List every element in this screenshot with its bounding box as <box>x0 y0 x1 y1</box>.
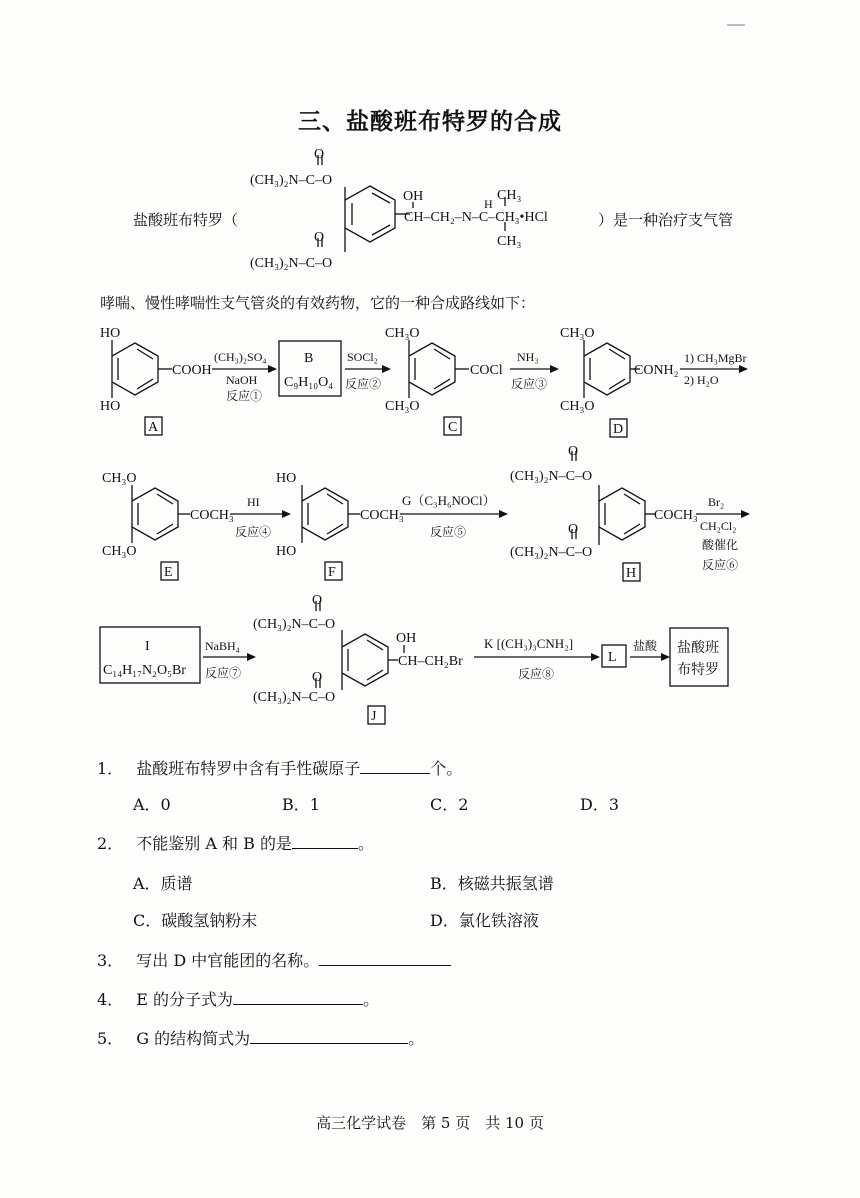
label-A: A <box>148 420 159 435</box>
reagent-nabh4: NaBH₄ <box>205 639 240 653</box>
carbonyl-oxygen: O <box>312 670 323 685</box>
acetyl: COCH₃ <box>654 508 698 523</box>
benzene-ring <box>599 488 645 540</box>
amide: CONH₂ <box>634 363 679 378</box>
question-3 <box>97 948 451 971</box>
hydroxyl: HO <box>100 399 121 414</box>
bromo-chain: CH–CH₂Br <box>398 654 463 669</box>
hydroxyl: HO <box>276 544 297 559</box>
reagent-nh3: NH₃ <box>517 350 539 364</box>
acid-catalysis: 酸催化 <box>702 538 739 552</box>
question-suffix: 个。 <box>430 759 463 778</box>
carbamate-group: (CH₃)₂N–C–O <box>253 690 336 705</box>
box-B-formula: C₉H₁₀O₄ <box>284 375 334 390</box>
acetyl: COCH₃ <box>360 508 404 523</box>
carbonyl-oxygen: O <box>568 444 579 459</box>
reaction-6-label: 反应⑥ <box>702 558 739 572</box>
answer-blank[interactable] <box>233 990 363 1005</box>
question-suffix: 。 <box>408 1029 425 1048</box>
benzene-ring <box>112 343 158 395</box>
intro-prefix: 盐酸班布特罗（ <box>133 211 239 229</box>
reaction-4-label: 反应④ <box>235 525 272 539</box>
carbamate-group: (CH₃)₂N–C–O <box>253 617 336 632</box>
methoxy: CH₃O <box>385 399 420 414</box>
reagent-hi: HI <box>247 495 260 509</box>
question-2 <box>97 831 374 854</box>
methyl: CH₃ <box>497 234 522 249</box>
hydroxyl: OH <box>396 631 417 646</box>
carbamate-group: (CH₃)₂N–C–O <box>510 469 593 484</box>
methyl: CH₃ <box>497 188 522 203</box>
benzene-ring <box>302 488 348 540</box>
side-chain: CH–CH₂–N–C–CH₃•HCl <box>404 210 548 225</box>
reagent-grignard: 1) CH₃MgBr <box>684 351 747 365</box>
answer-blank[interactable] <box>292 834 358 849</box>
box-B-name: B <box>304 351 314 366</box>
methoxy: CH₃O <box>385 326 420 341</box>
methoxy: CH₃O <box>102 471 137 486</box>
reagent-dms: (CH₃)₂SO₄ <box>214 350 267 364</box>
reagent-br2: Br₂ <box>708 495 725 509</box>
label-H: H <box>626 566 637 581</box>
question-4 <box>97 987 379 1010</box>
reaction-1-label: 反应① <box>226 389 263 403</box>
question-suffix: 。 <box>363 990 380 1009</box>
label-J: J <box>371 709 377 724</box>
hydroxyl: OH <box>403 189 424 204</box>
question-number: 4． <box>97 990 124 1009</box>
answer-blank[interactable] <box>360 759 430 774</box>
reaction-8-label: 反应⑧ <box>518 667 555 681</box>
question-number: 1． <box>97 759 124 778</box>
question-1 <box>97 756 462 779</box>
hydroxyl: HO <box>276 471 297 486</box>
question-number: 3． <box>97 951 124 970</box>
amine-h: H <box>484 197 493 211</box>
q2-option-a[interactable]: A．质谱 <box>133 874 193 893</box>
acyl-chloride: COCl <box>470 363 503 378</box>
carbamate-group: (CH₃)₂N–C–O <box>250 256 333 271</box>
carbonyl-oxygen: O <box>314 147 325 162</box>
benzene-ring <box>132 488 178 540</box>
carbonyl-oxygen: O <box>314 230 325 245</box>
label-D: D <box>613 422 624 437</box>
reagent-naoh: NaOH <box>226 373 258 387</box>
question-5 <box>97 1026 424 1049</box>
question-number: 2． <box>97 834 124 853</box>
methoxy: CH₃O <box>560 326 595 341</box>
question-suffix: 。 <box>357 834 374 853</box>
answer-blank[interactable] <box>250 1029 408 1044</box>
hydroxyl: HO <box>100 326 121 341</box>
question-text: 盐酸班布特罗中含有手性碳原子 <box>136 759 361 778</box>
benzene-ring <box>584 343 630 395</box>
reagent-socl2: SOCl₂ <box>347 350 378 364</box>
reagent-water: 2) H₂O <box>684 373 719 387</box>
label-L: L <box>608 650 617 665</box>
page-footer: 高三化学试卷 第 5 页 共 10 页 <box>316 1114 544 1132</box>
label-E: E <box>164 565 173 580</box>
question-text: G 的结构简式为 <box>136 1029 251 1048</box>
product-name-line1: 盐酸班 <box>677 641 719 656</box>
product-name-line2: 布特罗 <box>677 663 719 678</box>
reaction-7-label: 反应⑦ <box>205 666 242 680</box>
carbamate-group: (CH₃)₂N–C–O <box>510 545 593 560</box>
q2-option-b[interactable]: B．核磁共振氢谱 <box>430 874 554 893</box>
benzene-ring <box>342 634 388 686</box>
q2-option-c[interactable]: C．碳酸氢钠粉末 <box>133 911 258 930</box>
reagent-g: G（C₃H₆NOCl） <box>402 493 496 508</box>
carbonyl-oxygen: O <box>568 522 579 537</box>
box-I-formula: C₁₄H₁₇N₂O₅Br <box>103 663 186 678</box>
answer-blank[interactable] <box>319 951 451 966</box>
question-number: 5． <box>97 1029 124 1048</box>
carbamate-group: (CH₃)₂N–C–O <box>250 173 333 188</box>
question-text: 写出 D 中官能团的名称。 <box>136 951 320 970</box>
intro-suffix: ）是一种治疗支气管 <box>598 211 734 229</box>
methoxy: CH₃O <box>560 399 595 414</box>
q1-option-a[interactable]: A．0 <box>133 795 171 814</box>
label-C: C <box>448 420 458 435</box>
methoxy: CH₃O <box>102 544 137 559</box>
q1-option-d[interactable]: D．3 <box>580 795 620 814</box>
reaction-2-label: 反应② <box>345 377 382 391</box>
reagent-hcl: 盐酸 <box>633 639 658 653</box>
reagent-k: K [(CH₃)₃CNH₂] <box>484 636 574 651</box>
section-title: 三、盐酸班布特罗的合成 <box>298 108 562 135</box>
reaction-3-label: 反应③ <box>511 377 548 391</box>
benzene-ring <box>409 343 455 395</box>
q1-option-b[interactable]: B．1 <box>282 795 320 814</box>
question-text: 不能鉴别 A 和 B 的是 <box>136 834 292 853</box>
reaction-5-label: 反应⑤ <box>430 525 467 539</box>
carbonyl-oxygen: O <box>312 593 323 608</box>
acetyl: COCH₃ <box>190 508 234 523</box>
q1-option-c[interactable]: C．2 <box>430 795 469 814</box>
intro-line2: 哮喘、慢性哮喘性支气管炎的有效药物，它的一种合成路线如下： <box>100 294 536 312</box>
box-I-name: I <box>145 639 150 654</box>
solvent-ch2cl2: CH₂Cl₂ <box>700 519 737 533</box>
carboxyl: COOH <box>172 363 212 378</box>
label-F: F <box>328 565 336 580</box>
q2-option-d[interactable]: D．氯化铁溶液 <box>430 911 539 930</box>
question-text: E 的分子式为 <box>136 990 234 1009</box>
